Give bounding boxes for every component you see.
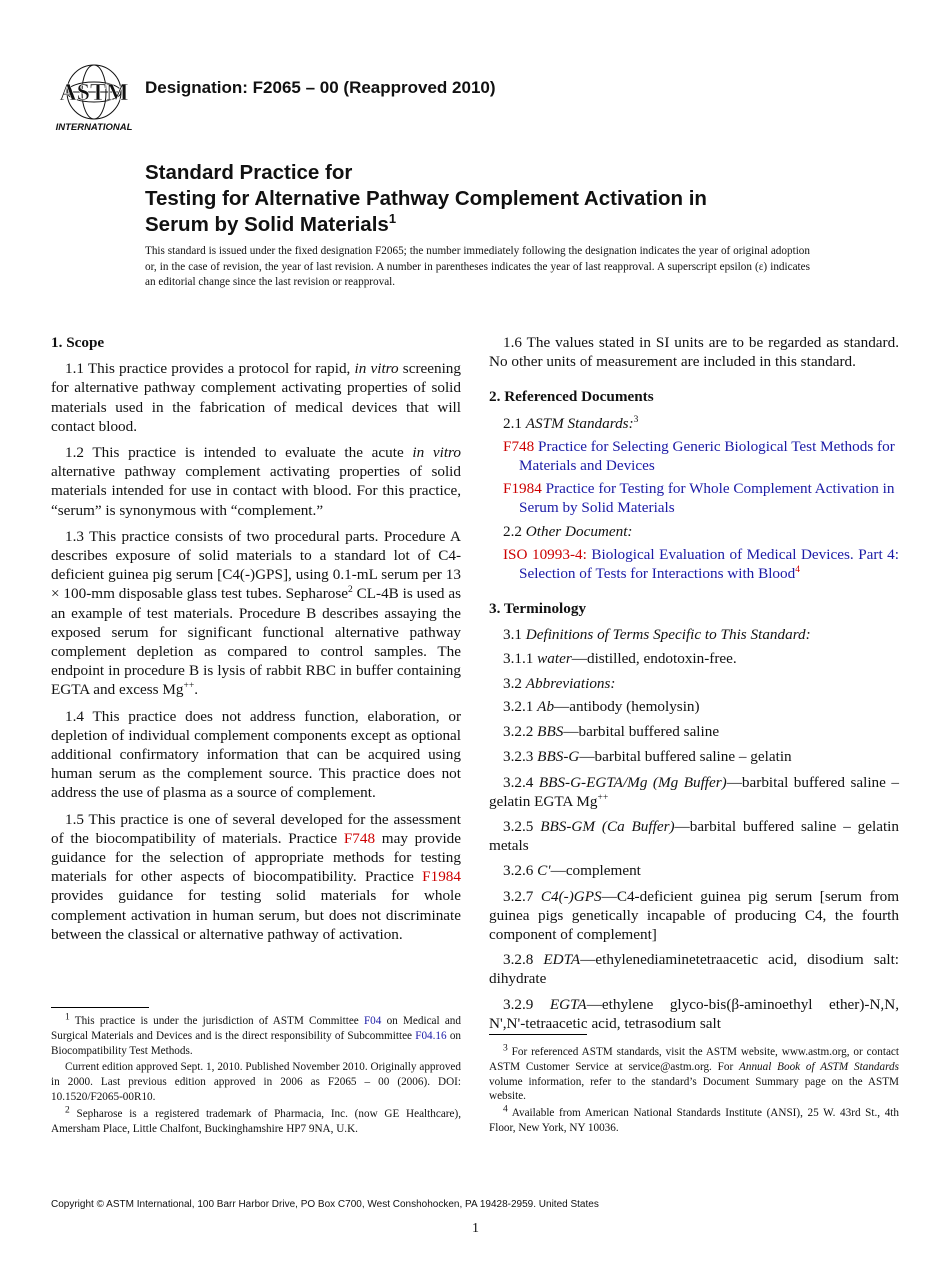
astm-standards-label: 2.1 ASTM Standards:$^3$ xyxy=(503,414,639,432)
footnote-4: $^4$ Available from American National Standards Institute (ANSI), 25 W. 43rd St., 4th Floor, New York, NY 10036. xyxy=(489,1104,899,1134)
logo-subtext: INTERNATIONAL xyxy=(55,122,133,133)
term-3-2-7: 3.2.7 C4(-)GPS—C4-deficient guinea pig serum [serum from guinea pigs genetically incapable of producing C4, the fourth component of complement] xyxy=(489,887,900,944)
link-f04[interactable]: F04 xyxy=(363,1015,382,1027)
title-line-1: Standard Practice for xyxy=(145,161,353,184)
term-3-2-3: 3.2.3 BBS-G—barbital buffered saline – gelatin xyxy=(503,748,792,766)
logo-text: ASTM xyxy=(59,80,129,106)
title-line-3: Serum by Solid Materials xyxy=(145,213,389,236)
title-footnote-ref[interactable]: 1 xyxy=(388,211,397,227)
other-document-label: 2.2 Other Document: xyxy=(503,522,633,540)
footnote-2: $^2$ Sepharose is a registered trademark of Pharmacia, Inc. (now GE Healthcare), Amersham Place, Little Chalfont, Buckinghamshire HP7 9NA, U.K. xyxy=(51,1105,461,1135)
copyright-notice: Copyright © ASTM International, 100 Barr Harbor Drive, PO Box C700, West Conshohocken, PA 19428-2959. United States xyxy=(51,1199,599,1210)
section-scope-heading: 1. Scope xyxy=(51,334,105,351)
reference-f1984[interactable]: F1984 Practice for Testing for Whole Complement Activation in Serum by Solid Materials xyxy=(503,480,895,517)
paragraph-1-5: 1.5 This practice is one of several developed for the assessment of the biocompatibility of materials. Practice F748 may provide guidance for the selection of appropriate methods for testing materials for other aspects of biocompatibility. Practice F1984 provides guidance for testing solid materials for whole complement activation in human serum, but does not discriminate between the classical or alternative pathway of activation. xyxy=(51,810,462,943)
footnote-ref-2[interactable]: 2 xyxy=(348,585,353,596)
reference-f748[interactable]: F748 Practice for Selecting Generic Biological Test Methods for Materials and Devices xyxy=(503,437,895,475)
term-3-2-6: 3.2.6 C′—complement xyxy=(503,862,641,880)
term-3-1-1: 3.1.1 water—distilled, endotoxin-free. xyxy=(503,649,737,667)
title-line-2: Testing for Alternative Pathway Complement Activation in xyxy=(145,187,707,210)
footnote-ref-3[interactable]: 3 xyxy=(633,414,639,425)
footnote-3: $^3$ For referenced ASTM standards, visit the ASTM website, www.astm.org, or contact ASTM Customer Service at service@astm.org. For Annual Book of ASTM Standards volume information, refer to the standard’s Document Summary page on the ASTM website. xyxy=(489,1043,899,1103)
paragraph-1-2: 1.2 This practice is intended to evaluate the acute in vitro alternative pathway complement activating properties of solid materials intended for use in contact with blood. For this practice, “serum” is synonymous with “complement.” xyxy=(51,444,461,519)
paragraph-1-4: 1.4 This practice does not address function, elaboration, or depletion of individual complement components except as optional additional confirmatory information that can be acquired using human serum as the complement source. This practice does not address the use of plasma as a source of complement. xyxy=(51,707,461,802)
paragraph-1-6: 1.6 The values stated in SI units are to be regarded as standard. No other units of measurement are included in this standard. xyxy=(489,334,899,371)
section-terminology-heading: 3. Terminology xyxy=(489,600,587,618)
term-3-2-5: 3.2.5 BBS-GM (Ca Buffer)—barbital buffered saline – gelatin metals xyxy=(489,818,899,855)
left-column xyxy=(51,333,461,951)
term-3-1: 3.1 Definitions of Terms Specific to This Standard: xyxy=(503,626,811,644)
right-column xyxy=(489,333,899,1039)
link-f1984[interactable]: F1984 xyxy=(422,868,461,886)
paragraph-1-3: 1.3 This practice consists of two procedural parts. Procedure A describes exposure of solid materials to a standard lot of C4-deficient guinea pig serum [C4(-)GPS], using 0.1-mL serum per 13 × 100-mm disposable glass test tubes. Sepharose$^2$ CL-4B is used as an example of test materials. Procedure B describes assaying the exposed serum for significant functional alternative pathway complement depletion as compared to control samples. The endpoint in procedure B is lysis of rabbit RBC in buffer containing EGTA and excess Mg++. xyxy=(51,527,461,699)
link-f748[interactable]: F748 xyxy=(343,829,376,847)
astm-logo xyxy=(52,62,136,134)
term-3-2-1: 3.2.1 Ab—antibody (hemolysin) xyxy=(503,698,700,716)
designation: Designation: F2065 – 00 (Reapproved 2010) xyxy=(145,78,496,97)
term-3-2-9: 3.2.9 EGTA—ethylene glyco-bis(β-aminoethyl ether)-N,N, N',N'-tetraacetic acid, tetrasodium salt xyxy=(489,995,899,1032)
issue-note: This standard is issued under the fixed designation F2065; the number immediately following the designation indicates the year of original adoption or, in the case of revision, the year of last revision. A number in parentheses indicates the year of last reapproval. A superscript epsilon (ε) indicates an editorial change since the last revision or reapproval. xyxy=(145,245,810,288)
paragraph-1-1: 1.1 This practice provides a protocol for rapid, in vitro screening for alternative pathway complement activating properties of solid materials used in the fabrication of medical devices that will contact blood. xyxy=(51,360,461,435)
term-3-2-2: 3.2.2 BBS—barbital buffered saline xyxy=(503,723,720,741)
footnotes-right xyxy=(489,1045,899,1138)
link-f04-16[interactable]: F04.16 xyxy=(415,1029,447,1042)
term-3-2-8: 3.2.8 EDTA—ethylenediaminetetraacetic acid, disodium salt: dihydrate xyxy=(489,951,900,988)
document-title xyxy=(145,160,865,238)
footnote-divider-right xyxy=(489,1034,587,1035)
footnote-divider-left xyxy=(51,1007,149,1008)
footnotes-left xyxy=(51,1014,461,1138)
term-3-2: 3.2 Abbreviations: xyxy=(503,674,616,692)
page-number: 1 xyxy=(472,1221,479,1236)
reference-iso-10993-4[interactable]: ISO 10993-4: Biological Evaluation of Medical Devices. Part 4: Selection of Tests for Interactions with Blood$^4$ xyxy=(503,545,899,583)
footnote-1: $^1$ This practice is under the jurisdiction of ASTM Committee F04 on Medical and Surgical Materials and Devices and is the direct responsibility of Subcommittee F04.16 on Biocompatibility Test Methods. xyxy=(51,1012,462,1057)
edition-note: Current edition approved Sept. 1, 2010. Published November 2010. Originally approved in 2000. Last previous edition approved in 2006 as F2065 – 00 (2006). DOI: 10.1520/F2065-00R10. xyxy=(51,1061,461,1103)
section-referenced-heading: 2. Referenced Documents xyxy=(489,388,654,406)
term-3-2-4: 3.2.4 BBS-G-EGTA/Mg (Mg Buffer)—barbital buffered saline – gelatin EGTA Mg++ xyxy=(489,773,899,810)
